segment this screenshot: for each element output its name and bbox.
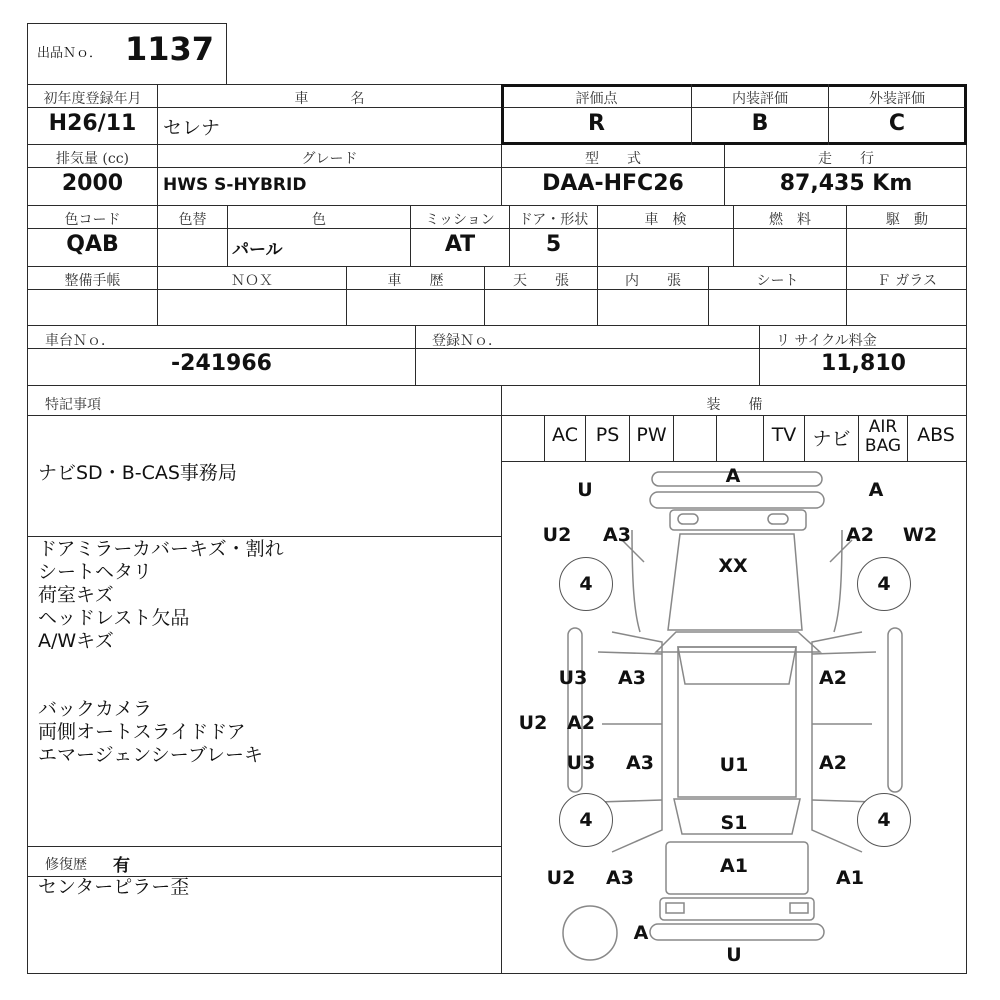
equipment-abs: ABS: [917, 424, 955, 446]
recycle-value: 11,810: [821, 351, 906, 376]
notes-line-8: 両側オートスライドドア: [38, 721, 246, 743]
drive-label: 駆 動: [886, 212, 928, 228]
recycle-label: リ サイクル料金: [776, 333, 877, 349]
mark-rear-a: A: [633, 922, 649, 944]
door-shape-label: ドア・形状: [518, 212, 589, 228]
mission-label: ミッション: [425, 212, 495, 228]
door-shape-value: 5: [545, 232, 562, 257]
car-name-value: セレナ: [163, 117, 221, 139]
mark-front-right-a: A: [868, 479, 884, 501]
color-label: 色: [312, 212, 326, 228]
mark-front-left-u: U: [577, 479, 593, 501]
fuel-label: 燃 料: [769, 212, 811, 228]
mileage-value: 87,435 Km: [779, 171, 913, 196]
mark-rear-left-a3: A3: [606, 867, 634, 889]
lot-number-box: [27, 23, 227, 85]
lot-number-label: 出品Ｎｏ．: [37, 46, 103, 61]
equipment-ac: AC: [552, 424, 578, 446]
mark-rear-left-u2: U2: [546, 867, 576, 889]
notes-line-7: バックカメラ: [38, 698, 153, 720]
color-code-label: 色コード: [64, 212, 121, 228]
mark-rear-u: U: [726, 944, 742, 966]
mark-front-a: A: [725, 465, 741, 487]
displacement-value: 2000: [61, 171, 124, 196]
mark-roof-u1: U1: [719, 754, 749, 776]
chassis-no-label: 車台Ｎｏ．: [45, 333, 115, 349]
car-name-label: 車 名: [294, 91, 365, 107]
exterior-label: 外装評価: [869, 91, 925, 107]
mileage-label: 走 行: [818, 151, 874, 167]
notes-line-3: シートヘタリ: [38, 561, 153, 583]
equipment-pw: PW: [636, 424, 667, 446]
mark-rear-right-a1: A1: [836, 867, 864, 889]
f-glass-label: Ｆ ガラス: [876, 273, 938, 289]
interior-label: 内装評価: [732, 91, 788, 107]
tire-front-right: 4: [857, 557, 911, 611]
tire-rear-right: 4: [857, 793, 911, 847]
repair-value: 有: [113, 856, 130, 876]
notes-line-6: A/Wキズ: [38, 630, 114, 652]
mark-left-u3-upper: U3: [558, 667, 588, 689]
exterior-value: C: [888, 111, 906, 136]
equipment-ps: PS: [595, 424, 620, 446]
mission-value: AT: [444, 232, 476, 257]
mark-left-u3-lower: U3: [566, 752, 596, 774]
seat-label: シート: [756, 273, 799, 289]
grade-label: グレード: [301, 151, 358, 167]
interior-value: B: [751, 111, 769, 136]
mark-left-a2-mid: A2: [567, 712, 595, 734]
mark-right-w2: W2: [902, 524, 938, 546]
mark-windshield: XX: [718, 555, 748, 577]
reg-date-value: H26/11: [48, 111, 137, 136]
equipment-tv: TV: [771, 424, 797, 446]
equipment-label: 装 備: [706, 397, 763, 413]
reg-no-label: 登録Ｎｏ．: [432, 333, 502, 349]
mark-right-a2-upper: A2: [819, 667, 847, 689]
interior-trim-label: 内 張: [625, 273, 681, 289]
notes-line-2: ドアミラーカバーキズ・割れ: [38, 538, 284, 560]
nox-label: ＮＯＸ: [231, 273, 273, 289]
score-label: 評価点: [575, 91, 618, 107]
equipment-navi: ナビ: [812, 428, 851, 450]
mark-left-a3-lower: A3: [626, 752, 654, 774]
notes-line-5: ヘッドレスト欠品: [38, 607, 190, 629]
grade-value: HWS S-HYBRID: [163, 175, 307, 195]
mark-rear-seat-s1: S1: [720, 812, 748, 834]
mark-left-a3: A3: [603, 524, 631, 546]
mark-right-a2: A2: [846, 524, 874, 546]
notes-label: 特記事項: [45, 397, 101, 413]
ceiling-label: 天 張: [513, 273, 569, 289]
displacement-label: 排気量 (cc): [55, 151, 130, 167]
lot-number: 1137: [125, 30, 215, 68]
color-value: パール: [232, 240, 283, 260]
mark-left-u2-mid: U2: [518, 712, 548, 734]
history-label: 車 歴: [387, 273, 444, 289]
model-value: DAA-HFC26: [542, 171, 684, 196]
reg-date-label: 初年度登録年月: [43, 91, 142, 107]
color-code-value: QAB: [66, 232, 119, 257]
maintenance-label: 整備手帳: [64, 273, 121, 289]
color-change-label: 色替: [178, 212, 207, 228]
score-value: R: [588, 111, 605, 136]
mark-rear-a1: A1: [720, 855, 748, 877]
model-label: 型 式: [585, 151, 641, 167]
inspection-label: 車 検: [644, 212, 687, 228]
tire-front-left: 4: [559, 557, 613, 611]
notes-line-1: ナビSD・B-CAS事務局: [38, 462, 237, 484]
notes-line-4: 荷室キズ: [38, 584, 114, 606]
tire-rear-left: 4: [559, 793, 613, 847]
mark-right-a2-lower: A2: [819, 752, 847, 774]
chassis-no-value: -241966: [171, 351, 272, 376]
repair-label: 修復歴: [45, 857, 87, 873]
notes-line-9: エマージェンシーブレーキ: [38, 744, 264, 766]
equipment-airbag: AIR BAG: [864, 417, 902, 456]
mark-left-u2: U2: [542, 524, 572, 546]
repair-detail: センターピラー歪: [38, 876, 190, 898]
mark-left-a3-upper: A3: [618, 667, 646, 689]
